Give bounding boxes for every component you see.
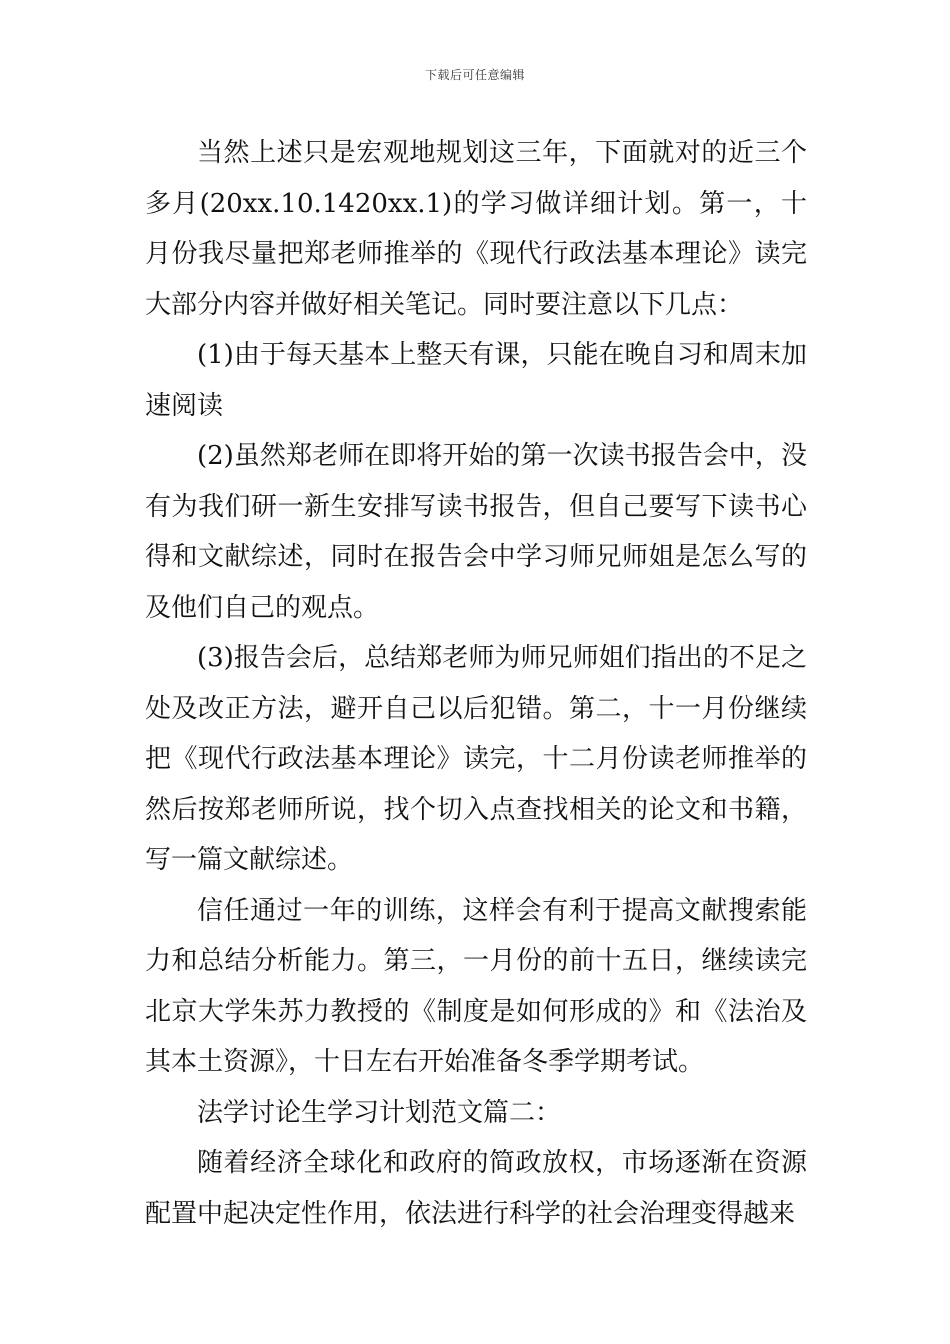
section-heading: 法学讨论生学习计划范文篇二：	[197, 1097, 562, 1128]
page-header-note: 下载后可任意编辑	[424, 68, 525, 82]
paragraph: (2)虽然郑老师在即将开始的第一次读书报告会中，没有为我们研一新生安排写读书报告，但自己要写下读书心得和文献综述，同时在报告会中学习师兄师姐是怎么写的及他们自己的观点。	[145, 441, 807, 623]
paragraph: (3)报告会后，总结郑老师为师兄师姐们指出的不足之处及改正方法，避开自己以后犯错。第二，十一月份继续把《现代行政法基本理论》读完，十二月份读老师推举的然后按郑老师所说，找个切入点查找相关的论文和书籍，写一篇文献综述。	[145, 643, 807, 875]
paragraph: 当然上述只是宏观地规划这三年，下面就对的近三个多月(20xx.10.1420xx.1)的学习做详细计划。第一，十月份我尽量把郑老师推举的《现代行政法基本理论》读完大部分内容并做好相关笔记。同时要注意以下几点：	[145, 138, 807, 320]
paragraph: 随着经济全球化和政府的简政放权，市场逐渐在资源配置中起决定性作用，依法进行科学的社会治理变得越来	[145, 1148, 807, 1229]
document-body	[145, 128, 807, 1239]
paragraph: (1)由于每天基本上整天有课，只能在晚自习和周末加速阅读	[145, 340, 807, 421]
paragraph: 信任通过一年的训练，这样会有利于提高文献搜索能力和总结分析能力。第三，一月份的前十五日，继续读完北京大学朱苏力教授的《制度是如何形成的》和《法治及其本土资源》，十日左右开始准备冬季学期考试。	[145, 895, 807, 1077]
